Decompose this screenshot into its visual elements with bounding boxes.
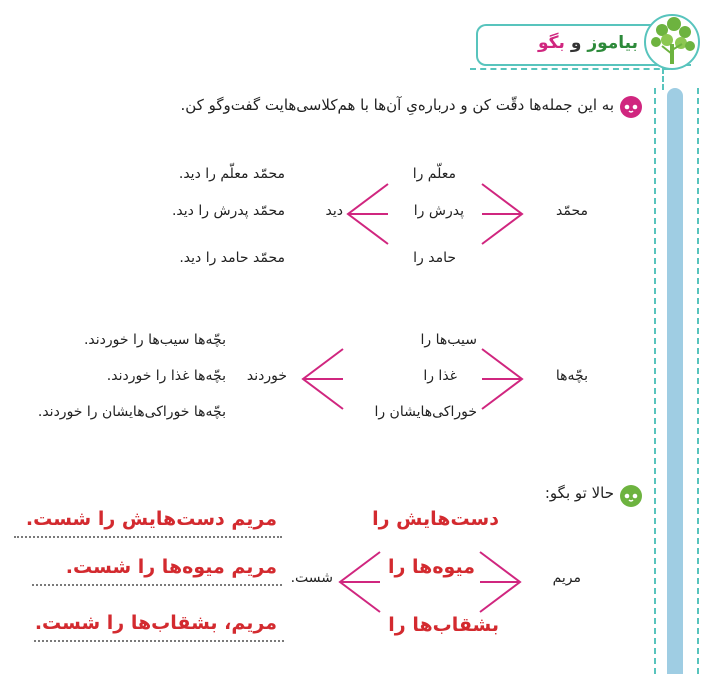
ex3-object-2: میوه‌ها را bbox=[387, 556, 475, 578]
ex2-object-3: خوراکی‌هایشان را bbox=[374, 404, 477, 420]
ex3-subject: مریم bbox=[552, 570, 581, 586]
ex1-subject: محمّد bbox=[556, 203, 588, 219]
ex1-object-3: حامد را bbox=[413, 250, 456, 266]
instruction-text: به این جمله‌ها دقّت کن و درباره‌یِ آن‌ها با هم‌کلاسی‌هایت گفت‌وگو کن. bbox=[180, 96, 614, 114]
tree-icon bbox=[640, 6, 704, 76]
ex3-object-1: دست‌هایش را bbox=[372, 508, 499, 530]
green-badge-icon bbox=[619, 484, 643, 508]
ex2-verb: خوردند bbox=[246, 368, 287, 384]
title-part2: بگو bbox=[537, 33, 565, 53]
ex1-sentence-3: محمّد حامد را دید. bbox=[179, 250, 285, 266]
pink-badge-icon bbox=[619, 95, 643, 119]
ex3-prompt: حالا تو بگو: bbox=[544, 484, 614, 502]
ex2-sentence-1: بچّه‌ها سیب‌ها را خوردند. bbox=[83, 332, 226, 348]
ex2-object-2: غذا را bbox=[423, 368, 457, 384]
title-part1: بیاموز bbox=[587, 33, 638, 53]
ex1-sentence-2: محمّد پدرش را دید. bbox=[171, 203, 285, 219]
section-title bbox=[520, 33, 638, 53]
frame-right-dashed-line bbox=[697, 88, 699, 674]
ex3-answer-3: مریم، بشقاب‌ها را شست. bbox=[34, 612, 277, 634]
ex3-verb: شست. bbox=[290, 570, 333, 586]
ex3-answer-2: مریم میوه‌ها را شست. bbox=[65, 556, 277, 578]
ex1-object-2: پدرش را bbox=[413, 203, 464, 219]
frame-left-dashed-line bbox=[654, 88, 656, 674]
ex3-object-3: بشقاب‌ها را bbox=[388, 614, 499, 636]
title-conj: و bbox=[570, 33, 582, 53]
ex1-object-1: معلّم را bbox=[412, 166, 456, 182]
ex3-answer-1: مریم دست‌هایش را شست. bbox=[25, 508, 277, 530]
ex2-sentence-3: بچّه‌ها خوراکی‌هایشان را خوردند. bbox=[37, 404, 226, 420]
ex2-sentence-2: بچّه‌ها غذا را خوردند. bbox=[106, 368, 226, 384]
ex1-sentence-1: محمّد معلّم را دید. bbox=[178, 166, 285, 182]
side-blue-bar bbox=[667, 88, 683, 674]
ex1-verb: دید bbox=[325, 203, 343, 219]
ex2-object-1: سیب‌ها را bbox=[420, 332, 477, 348]
ex2-subject: بچّه‌ها bbox=[555, 368, 588, 384]
